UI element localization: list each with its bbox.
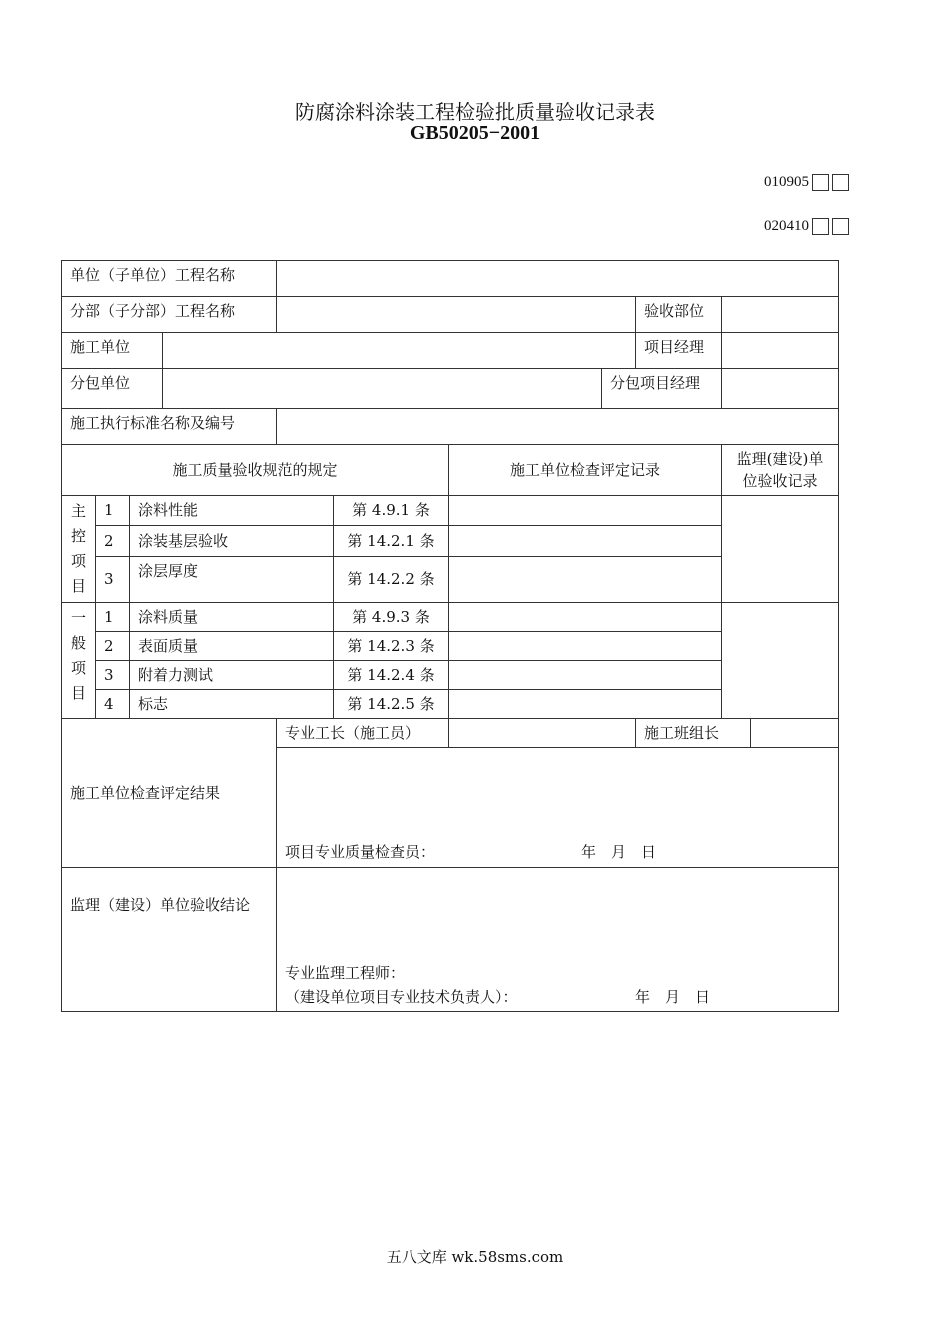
item-name: 标志 <box>130 690 334 719</box>
item-clause: 第 4.9.1 条 <box>334 496 449 526</box>
engineer-label: 专业监理工程师： <box>285 964 406 982</box>
main-group-char: 项 <box>70 552 86 570</box>
inspector-signature-line <box>285 841 830 863</box>
inspector-label: 项目专业质量检查员： <box>285 843 436 861</box>
item-number: 3 <box>96 556 130 602</box>
item-number: 1 <box>96 496 130 526</box>
item-clause: 第 14.2.4 条 <box>334 661 449 690</box>
item-number: 2 <box>96 632 130 661</box>
check-result-area[interactable] <box>277 748 839 868</box>
item-number: 4 <box>96 690 130 719</box>
conclusion-date: 年 月 日 <box>635 988 711 1006</box>
unit-project-value[interactable] <box>277 261 839 297</box>
subcontract-unit-label: 分包单位 <box>62 369 163 409</box>
main-control-group <box>62 496 96 603</box>
item-record[interactable] <box>449 496 722 526</box>
item-name: 表面质量 <box>130 632 334 661</box>
item-name: 附着力测试 <box>130 661 334 690</box>
check-date: 年 月 日 <box>581 843 657 861</box>
check-result-label: 施工单位检查评定结果 <box>62 719 277 868</box>
standard-value[interactable] <box>277 409 839 445</box>
standard-label: 施工执行标准名称及编号 <box>62 409 277 445</box>
subcontract-unit-value[interactable] <box>163 369 602 409</box>
foreman-label: 专业工长（施工员） <box>277 719 449 748</box>
form-number-2 <box>764 218 849 235</box>
main-supervision-record[interactable] <box>722 496 839 603</box>
owner-label: （建设单位项目专业技术负责人）： <box>285 988 518 1006</box>
form-number-1 <box>764 174 849 191</box>
main-group-char: 控 <box>70 527 86 545</box>
sub-project-value[interactable] <box>277 297 636 333</box>
supervision-header: 监理(建设)单位验收记录 <box>722 445 839 496</box>
acceptance-part-label: 验收部位 <box>636 297 722 333</box>
item-name: 涂层厚度 <box>130 556 334 602</box>
general-group-char: 一 <box>70 609 86 627</box>
project-manager-value[interactable] <box>722 333 839 369</box>
item-clause: 第 14.2.5 条 <box>334 690 449 719</box>
number-checkbox[interactable] <box>812 174 829 191</box>
form-title: 防腐涂料涂装工程检验批质量验收记录表 <box>295 100 655 124</box>
general-group <box>62 603 96 719</box>
item-record[interactable] <box>449 603 722 632</box>
item-name: 涂料质量 <box>130 603 334 632</box>
foreman-value[interactable] <box>449 719 636 748</box>
item-clause: 第 14.2.1 条 <box>334 526 449 556</box>
record-header: 施工单位检查评定记录 <box>449 445 722 496</box>
acceptance-record-table <box>61 260 839 1012</box>
item-clause: 第 4.9.3 条 <box>334 603 449 632</box>
spec-header: 施工质量验收规范的规定 <box>62 445 449 496</box>
acceptance-part-value[interactable] <box>722 297 839 333</box>
number-checkbox[interactable] <box>832 174 849 191</box>
item-clause: 第 14.2.3 条 <box>334 632 449 661</box>
general-group-char: 目 <box>70 684 86 702</box>
item-name: 涂装基层验收 <box>130 526 334 556</box>
item-number: 1 <box>96 603 130 632</box>
conclusion-area[interactable] <box>277 868 839 1012</box>
construction-unit-label: 施工单位 <box>62 333 163 369</box>
general-group-char: 项 <box>70 659 86 677</box>
owner-signature-line <box>285 985 830 1009</box>
team-leader-value[interactable] <box>751 719 839 748</box>
subcontract-manager-label: 分包项目经理 <box>602 369 722 409</box>
construction-unit-value[interactable] <box>163 333 636 369</box>
item-record[interactable] <box>449 690 722 719</box>
general-supervision-record[interactable] <box>722 603 839 719</box>
item-record[interactable] <box>449 632 722 661</box>
form-number-2-text: 020410 <box>764 218 809 234</box>
project-manager-label: 项目经理 <box>636 333 722 369</box>
footer-text: 五八文库 wk.58sms.com <box>386 1248 564 1266</box>
unit-project-label: 单位（子单位）工程名称 <box>62 261 277 297</box>
standard-code: GB50205−2001 <box>409 122 541 144</box>
item-number: 2 <box>96 526 130 556</box>
item-number: 3 <box>96 661 130 690</box>
main-group-char: 目 <box>70 577 86 595</box>
main-group-char: 主 <box>70 502 86 520</box>
number-checkbox[interactable] <box>832 218 849 235</box>
general-group-char: 般 <box>70 634 86 652</box>
number-checkbox[interactable] <box>812 218 829 235</box>
item-name: 涂料性能 <box>130 496 334 526</box>
item-record[interactable] <box>449 526 722 556</box>
item-record[interactable] <box>449 661 722 690</box>
sub-project-label: 分部（子分部）工程名称 <box>62 297 277 333</box>
conclusion-label: 监理（建设）单位验收结论 <box>62 868 277 1012</box>
item-record[interactable] <box>449 556 722 602</box>
team-leader-label: 施工班组长 <box>636 719 751 748</box>
item-clause: 第 14.2.2 条 <box>334 556 449 602</box>
form-number-1-text: 010905 <box>764 174 809 190</box>
subcontract-manager-value[interactable] <box>722 369 839 409</box>
